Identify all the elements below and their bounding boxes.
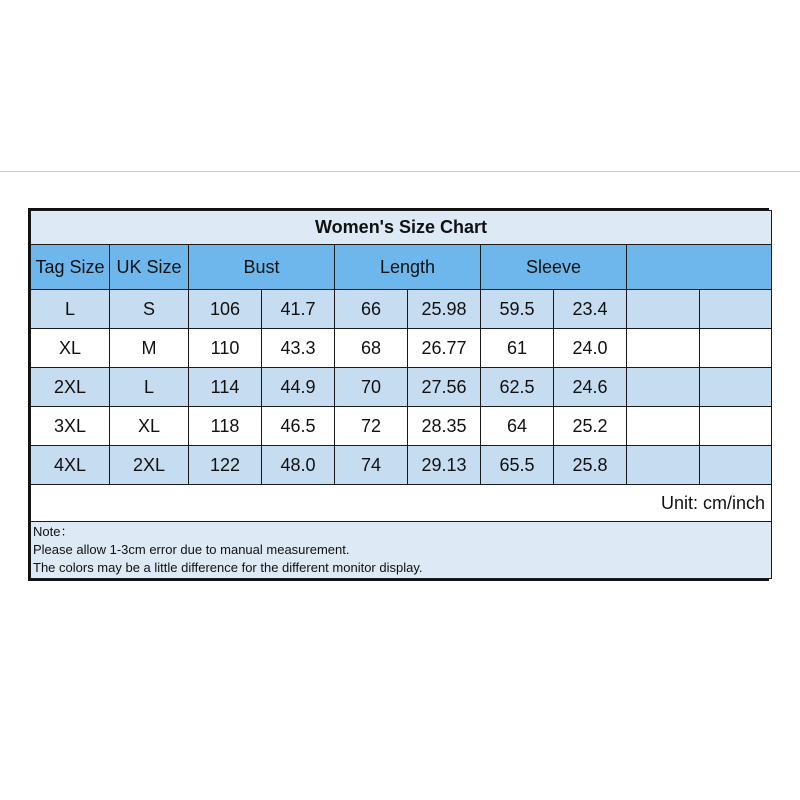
- cell-length-in: 26.77: [408, 329, 481, 368]
- cell-length-cm: 66: [335, 290, 408, 329]
- size-chart: [28, 208, 769, 581]
- header-sleeve: Sleeve: [481, 245, 627, 290]
- note-line-2: The colors may be a little difference for the different monitor display.: [33, 560, 423, 575]
- cell-tag-size: 4XL: [31, 446, 110, 485]
- cell-sleeve-cm: 61: [481, 329, 554, 368]
- cell-length-in: 29.13: [408, 446, 481, 485]
- cell-tag-size: XL: [31, 329, 110, 368]
- size-table: [30, 210, 772, 579]
- cell-bust-in: 43.3: [262, 329, 335, 368]
- table-row: [31, 290, 772, 329]
- cell-empty: [700, 368, 772, 407]
- cell-empty: [700, 290, 772, 329]
- cell-uk-size: S: [110, 290, 189, 329]
- cell-length-in: 27.56: [408, 368, 481, 407]
- cell-length-in: 28.35: [408, 407, 481, 446]
- cell-bust-cm: 122: [189, 446, 262, 485]
- chart-title: Women's Size Chart: [31, 211, 772, 245]
- cell-empty: [627, 290, 700, 329]
- header-uk-size: UK Size: [110, 245, 189, 290]
- cell-bust-cm: 110: [189, 329, 262, 368]
- table-row: [31, 368, 772, 407]
- cell-empty: [627, 329, 700, 368]
- cell-empty: [627, 407, 700, 446]
- cell-length-cm: 70: [335, 368, 408, 407]
- cell-tag-size: 3XL: [31, 407, 110, 446]
- unit-label: Unit: cm/inch: [31, 485, 772, 522]
- header-row: [31, 245, 772, 290]
- cell-length-in: 25.98: [408, 290, 481, 329]
- cell-sleeve-in: 23.4: [554, 290, 627, 329]
- cell-sleeve-in: 24.6: [554, 368, 627, 407]
- header-empty: [627, 245, 772, 290]
- header-bust: Bust: [189, 245, 335, 290]
- cell-length-cm: 72: [335, 407, 408, 446]
- cell-bust-in: 41.7: [262, 290, 335, 329]
- cell-uk-size: XL: [110, 407, 189, 446]
- cell-uk-size: L: [110, 368, 189, 407]
- cell-bust-in: 46.5: [262, 407, 335, 446]
- cell-bust-in: 48.0: [262, 446, 335, 485]
- note-label: Note：: [33, 524, 74, 539]
- cell-empty: [700, 329, 772, 368]
- cell-sleeve-cm: 64: [481, 407, 554, 446]
- cell-sleeve-cm: 62.5: [481, 368, 554, 407]
- table-row: [31, 446, 772, 485]
- cell-bust-in: 44.9: [262, 368, 335, 407]
- cell-sleeve-cm: 59.5: [481, 290, 554, 329]
- table-row: [31, 407, 772, 446]
- note-box: [31, 522, 772, 579]
- cell-sleeve-in: 25.8: [554, 446, 627, 485]
- header-tag-size: Tag Size: [31, 245, 110, 290]
- cell-sleeve-cm: 65.5: [481, 446, 554, 485]
- cell-length-cm: 74: [335, 446, 408, 485]
- header-length: Length: [335, 245, 481, 290]
- table-row: [31, 329, 772, 368]
- cell-sleeve-in: 25.2: [554, 407, 627, 446]
- cell-length-cm: 68: [335, 329, 408, 368]
- cell-bust-cm: 114: [189, 368, 262, 407]
- note-line-1: Please allow 1-3cm error due to manual measurement.: [33, 542, 350, 557]
- cell-empty: [700, 446, 772, 485]
- cell-uk-size: M: [110, 329, 189, 368]
- top-divider-line: [0, 171, 800, 172]
- cell-bust-cm: 106: [189, 290, 262, 329]
- cell-bust-cm: 118: [189, 407, 262, 446]
- cell-empty: [627, 446, 700, 485]
- cell-tag-size: L: [31, 290, 110, 329]
- cell-tag-size: 2XL: [31, 368, 110, 407]
- cell-uk-size: 2XL: [110, 446, 189, 485]
- cell-empty: [627, 368, 700, 407]
- cell-empty: [700, 407, 772, 446]
- cell-sleeve-in: 24.0: [554, 329, 627, 368]
